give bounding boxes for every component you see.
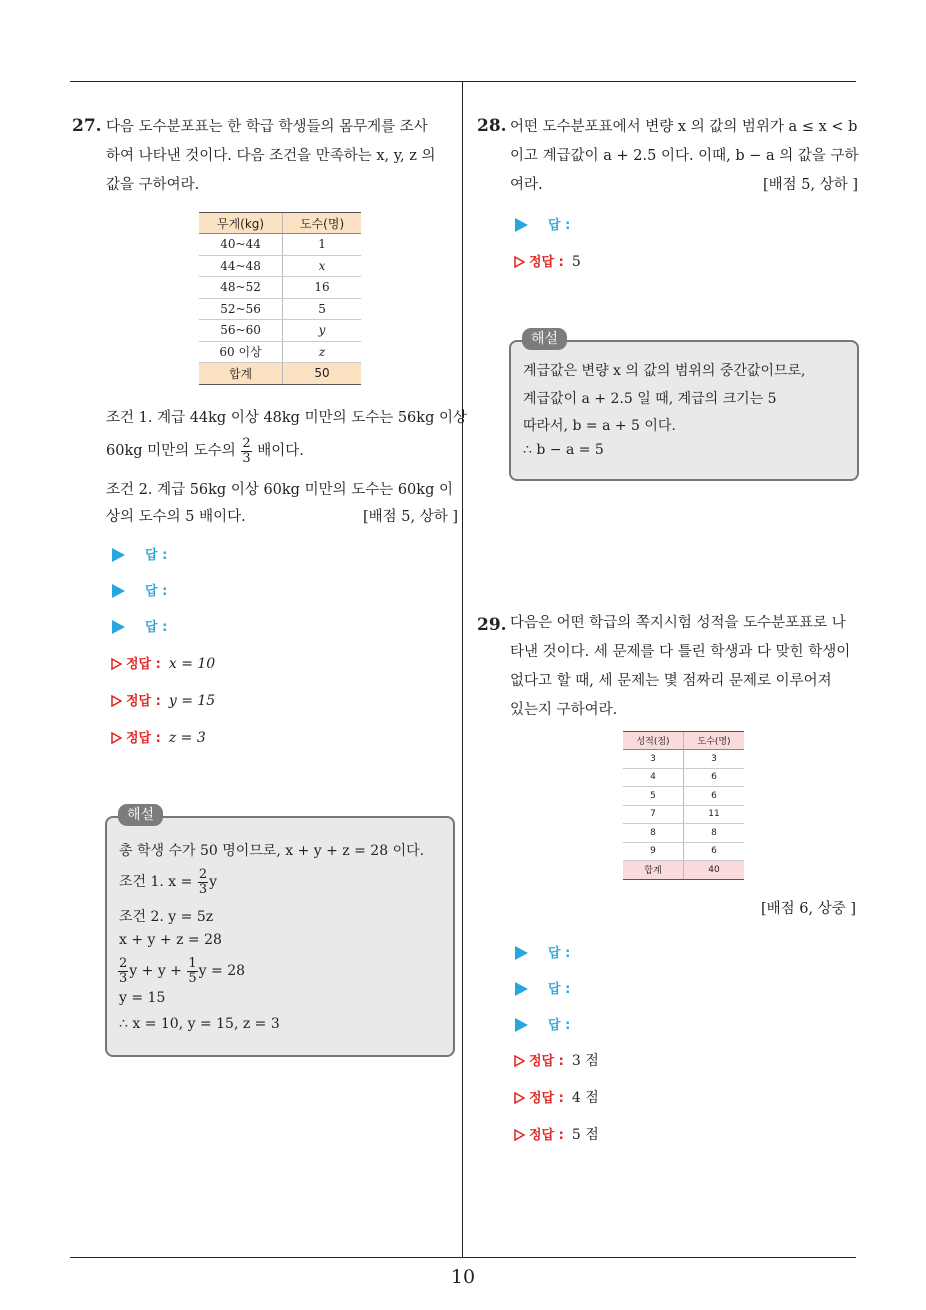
question-text <box>510 113 860 200</box>
condition-2-cont: 상의 도수의 5 배이다. [배점 5, 상하 ] <box>106 504 458 530</box>
question-line: 값을 구하여라. <box>106 177 200 193</box>
score-label: [배점 6, 상중 ] <box>760 901 856 917</box>
table-row: 8 8 <box>623 824 744 843</box>
table-row: 5 6 <box>623 787 744 806</box>
question-number: 27. <box>72 116 102 136</box>
table-row: 60 이상 z <box>199 341 361 363</box>
question-line: 다음은 어떤 학급의 쪽지시험 성적을 도수분포표로 나 <box>510 615 846 631</box>
table-header: 도수(명) <box>684 732 745 750</box>
play-triangle-icon <box>515 946 528 960</box>
play-triangle-icon <box>112 584 125 598</box>
answer-field[interactable]: 답 : <box>515 942 570 964</box>
answer-field[interactable]: 답 : <box>515 214 570 236</box>
play-triangle-icon <box>515 218 528 232</box>
question-line: 하여 나타낸 것이다. 다음 조건을 만족하는 x, y, z 의 <box>106 148 436 164</box>
table-row: 52~56 5 <box>199 298 361 320</box>
question-text <box>106 113 456 200</box>
correct-answer: 정답 : 5 <box>514 251 581 273</box>
question-line: 없다고 할 때, 세 문제는 몇 점짜리 문제로 이루어져 <box>510 673 832 689</box>
score-label: [배점 5, 상하 ] <box>362 509 458 525</box>
table-row: 48~52 16 <box>199 277 361 299</box>
table-header: 성적(점) <box>623 732 684 750</box>
correct-answer: 정답 : 5 점 <box>514 1124 599 1146</box>
table-row: 7 11 <box>623 805 744 824</box>
conditions <box>106 405 467 530</box>
top-rule <box>70 81 856 82</box>
explanation-tag: 해설 <box>522 328 567 350</box>
question-number: 28. <box>477 116 507 136</box>
fraction: $\frac{2}{3}$ <box>242 435 251 466</box>
question-number: 29. <box>477 615 507 635</box>
condition-2: 조건 2. 계급 56kg 이상 60kg 미만의 도수는 60kg 이 <box>106 482 453 498</box>
question-line: 있는지 구하여라. <box>510 702 618 718</box>
question-line: 타낸 것이다. 세 문제를 다 틀린 학생과 다 맞힌 학생이 <box>510 644 851 660</box>
table-row: 9 6 <box>623 842 744 861</box>
outline-triangle-icon <box>514 1129 525 1141</box>
outline-triangle-icon <box>514 1055 525 1067</box>
question-text <box>510 609 860 725</box>
correct-answer: 정답 : y = 15 <box>111 690 215 712</box>
explanation-box: 계급값은 변량 x 의 값의 범위의 중간값이므로, 계급값이 a + 2.5 일 때, 계급의 크기는 5 따라서, b = a + 5 이다. ∴ b − a = 5 <box>509 340 859 481</box>
condition-1: 조건 1. 계급 44kg 이상 48kg 미만의 도수는 56kg 이상 <box>106 410 467 426</box>
table-row: 40~44 1 <box>199 234 361 256</box>
table-header: 도수(명) <box>283 213 361 234</box>
answer-field[interactable]: 답 : <box>112 580 167 602</box>
play-triangle-icon <box>112 620 125 634</box>
bottom-rule <box>70 1257 856 1258</box>
table-row: 3 3 <box>623 750 744 769</box>
play-triangle-icon <box>515 982 528 996</box>
outline-triangle-icon <box>111 695 122 707</box>
table-row: 56~60 y <box>199 320 361 342</box>
question-line: 어떤 도수분포표에서 변량 x 의 값의 범위가 a ≤ x < b <box>510 119 858 135</box>
answer-field[interactable]: 답 : <box>515 978 570 1000</box>
answer-field[interactable]: 답 : <box>112 544 167 566</box>
explanation-tag: 해설 <box>118 804 163 826</box>
answer-field[interactable]: 답 : <box>515 1014 570 1036</box>
table-total-row: 합계 50 <box>199 363 361 385</box>
outline-triangle-icon <box>514 256 525 268</box>
outline-triangle-icon <box>514 1092 525 1104</box>
explanation-box: 총 학생 수가 50 명이므로, x + y + z = 28 이다. 조건 1. x = $\frac{2}{3}$ y 조건 2. y = 5z x + y + z = 28 $\frac{2}{3}$ y + y + $\frac{1}{5}$ y = 28 y = 15 ∴ x = 10, y = 15, z = 3 <box>105 816 455 1057</box>
table-row: 4 6 <box>623 768 744 787</box>
page-number: 10 <box>450 1266 476 1288</box>
frequency-table <box>623 731 744 880</box>
table-row: 44~48 x <box>199 255 361 277</box>
correct-answer: 정답 : z = 3 <box>111 727 206 749</box>
table-header: 무게(kg) <box>199 213 283 234</box>
correct-answer: 정답 : 3 점 <box>514 1050 599 1072</box>
score-label: [배점 5, 상하 ] <box>762 177 858 193</box>
table-total-row: 합계 40 <box>623 861 744 880</box>
question-line: 이고 계급값이 a + 2.5 이다. 이때, b − a 의 값을 구하 <box>510 148 859 164</box>
correct-answer: 정답 : 4 점 <box>514 1087 599 1109</box>
play-triangle-icon <box>515 1018 528 1032</box>
outline-triangle-icon <box>111 732 122 744</box>
correct-answer: 정답 : x = 10 <box>111 653 215 675</box>
column-divider <box>462 82 463 1257</box>
outline-triangle-icon <box>111 658 122 670</box>
play-triangle-icon <box>112 548 125 562</box>
condition-1-cont: 60kg 미만의 도수의 $\frac{2}{3}$ 배이다. <box>106 435 304 466</box>
answer-field[interactable]: 답 : <box>112 616 167 638</box>
frequency-table <box>199 212 361 385</box>
question-line: 여라. [배점 5, 상하 ] <box>510 171 860 200</box>
question-line: 다음 도수분포표는 한 학급 학생들의 몸무게를 조사 <box>106 119 428 135</box>
